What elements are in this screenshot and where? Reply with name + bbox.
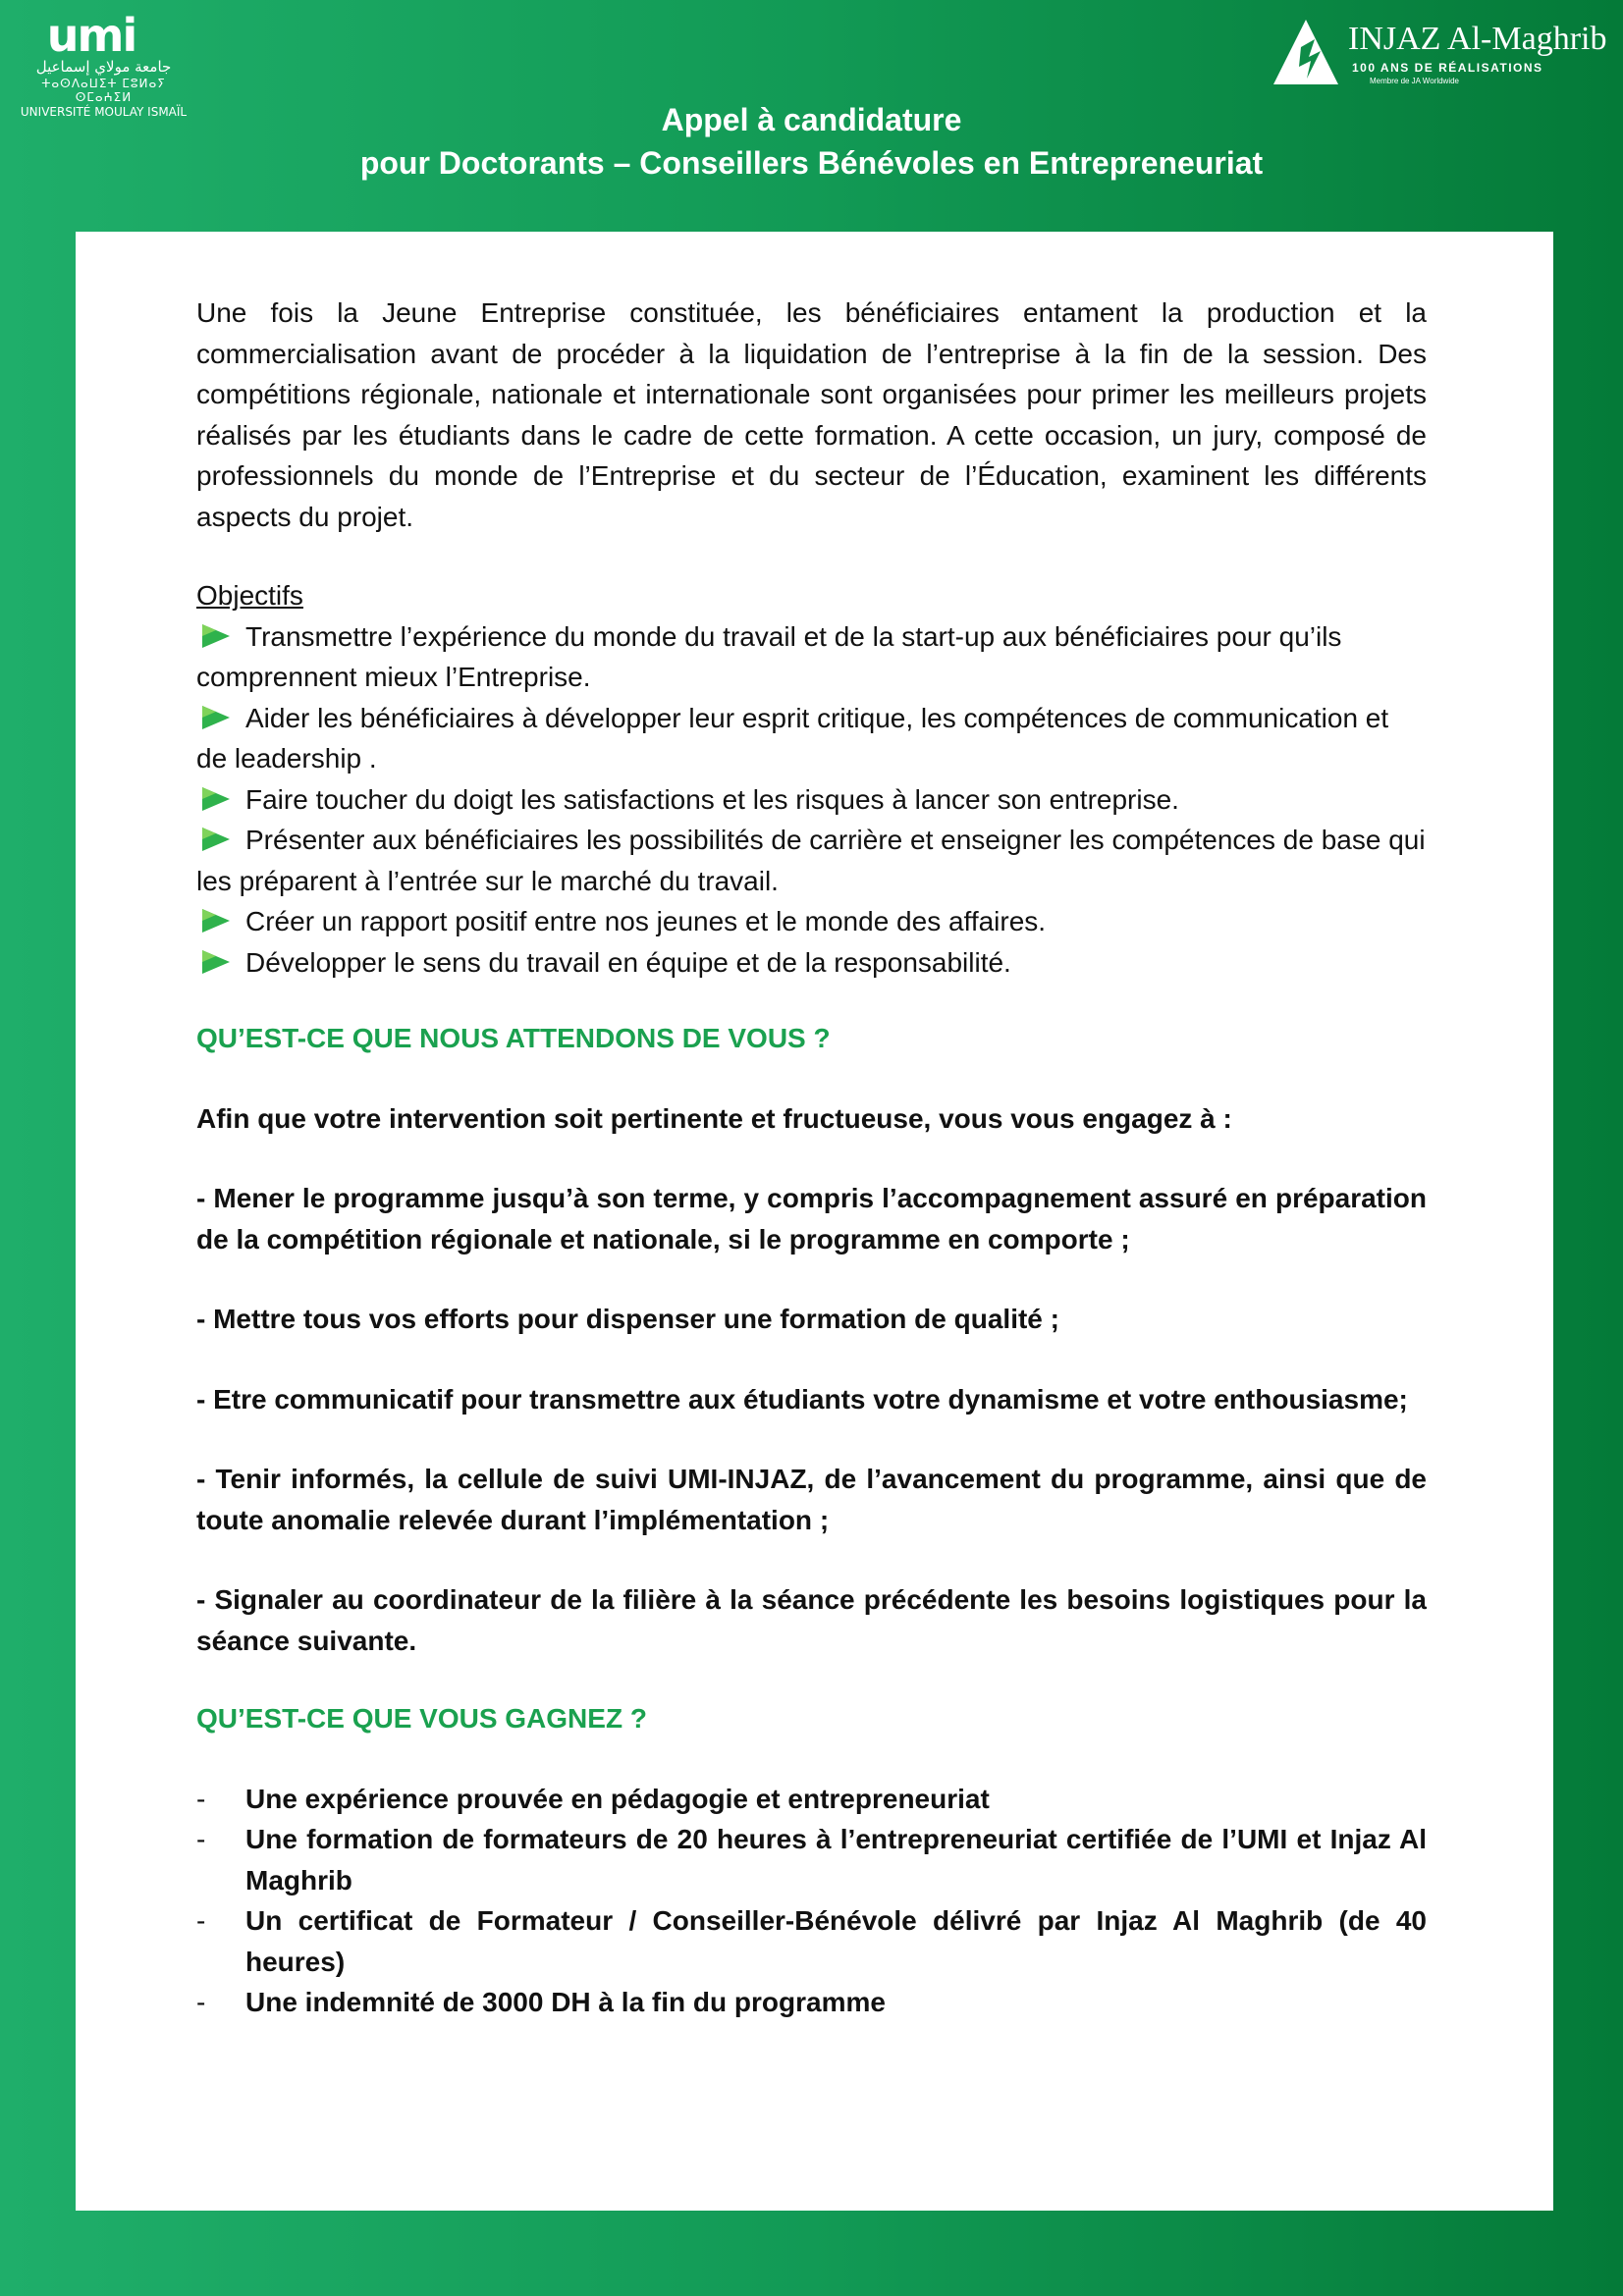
- injaz-name: INJAZ Al-Maghrib: [1348, 21, 1607, 57]
- expectation-item: - Tenir informés, la cellule de suivi UMI-INJAZ, de l’avancement du programme, ainsi que de toute anomalie relevée durant l’implémentation ;: [196, 1464, 1427, 1535]
- benefit-item: - Une formation de formateurs de 20 heures à l’entrepreneuriat certifiée de l’UMI et Injaz Al Maghrib: [196, 1824, 1427, 1896]
- expectation-item: - Etre communicatif pour transmettre aux étudiants votre dynamisme et votre enthousiasme;: [196, 1383, 1408, 1415]
- objective-item: Aider les bénéficiaires à développer leur esprit critique, les compétences de communication et de leadership .: [196, 702, 1389, 774]
- umi-logo-tifinagh: ⵜⴰⵙⴷⴰⵡⵉⵜ ⵎⵓⵍⴰⵢ ⵙⵎⴰⵄⵉⵍ: [41, 77, 166, 104]
- benefit-item: - Une expérience prouvée en pédagogie et entrepreneuriat: [196, 1783, 990, 1814]
- title-line-1: Appel à candidature: [661, 102, 962, 137]
- green-arrow-icon: [198, 907, 234, 934]
- objective-item: Créer un rapport positif entre nos jeunes et le monde des affaires.: [196, 901, 1427, 942]
- benefit-item: - Une indemnité de 3000 DH à la fin du programme: [196, 1987, 886, 2017]
- umi-logo-french: UNIVERSITÉ MOULAY ISMAÏL: [20, 105, 188, 119]
- injaz-triangle-icon: [1271, 18, 1340, 86]
- expectation-item: - Signaler au coordinateur de la filière à la séance précédente les besoins logistiques pour la séance suivante.: [196, 1584, 1427, 1656]
- injaz-logo: [1271, 18, 1610, 86]
- green-arrow-icon: [198, 704, 234, 731]
- benefits-heading: QU’EST-CE QUE VOUS GAGNEZ ?: [196, 1703, 647, 1734]
- green-arrow-icon: [198, 785, 234, 813]
- expectation-item: - Mettre tous vos efforts pour dispenser une formation de qualité ;: [196, 1304, 1059, 1334]
- benefits-list: [196, 1779, 1427, 2023]
- objectives-heading: Objectifs: [196, 580, 303, 611]
- objective-item: Développer le sens du travail en équipe et de la responsabilité.: [196, 942, 1427, 984]
- intro-paragraph: Une fois la Jeune Entreprise constituée, les bénéficiaires entament la production et la commercialisation avant de procéder à la liquidation de l’entreprise à la fin de la session. Des compétitions régionale, nationale et internationale sont organisées pour primer les meilleurs projets réalisés par les étudiants dans le cadre de cette formation. A cette occasion, un jury, composé de professionnels du monde de l’Entreprise et du secteur de l’Éducation, examinent les différents aspects du projet.: [196, 297, 1427, 532]
- objectives-list: [196, 616, 1427, 984]
- injaz-tagline: 100 ANS DE RÉALISATIONS: [1352, 61, 1543, 75]
- document-content: [196, 293, 1427, 2023]
- benefit-item: - Un certificat de Formateur / Conseiller-Bénévole délivré par Injaz Al Maghrib (de 40 heures): [196, 1905, 1427, 1977]
- document-page: [76, 232, 1553, 2211]
- title-line-2: pour Doctorants – Conseillers Bénévoles en Entrepreneuriat: [359, 145, 1264, 181]
- objective-item: Transmettre l’expérience du monde du travail et de la start-up aux bénéficiaires pour qu’ils comprennent mieux l’Entreprise.: [196, 620, 1342, 692]
- expectations-lead: Afin que votre intervention soit pertinente et fructueuse, vous vous engagez à :: [196, 1102, 1232, 1134]
- green-arrow-icon: [198, 826, 234, 853]
- objective-item: Présenter aux bénéficiaires les possibilités de carrière et enseigner les compétences de base qui les préparent à l’entrée sur le marché du travail.: [196, 825, 1426, 896]
- green-arrow-icon: [198, 622, 234, 650]
- green-arrow-icon: [198, 948, 234, 976]
- umi-logo-mark: umi: [46, 9, 136, 62]
- injaz-member: Membre de JA Worldwide: [1370, 77, 1459, 85]
- expectations-heading: QU’EST-CE QUE NOUS ATTENDONS DE VOUS ?: [196, 1023, 831, 1053]
- umi-logo-arabic: جامعة مولاي إسماعيل: [35, 58, 172, 76]
- page-title: [0, 98, 1623, 185]
- expectation-item: - Mener le programme jusqu’à son terme, y compris l’accompagnement assuré en préparation de la compétition régionale et nationale, si le programme en comporte ;: [196, 1183, 1427, 1255]
- objective-item: Faire toucher du doigt les satisfactions et les risques à lancer son entreprise.: [196, 779, 1427, 821]
